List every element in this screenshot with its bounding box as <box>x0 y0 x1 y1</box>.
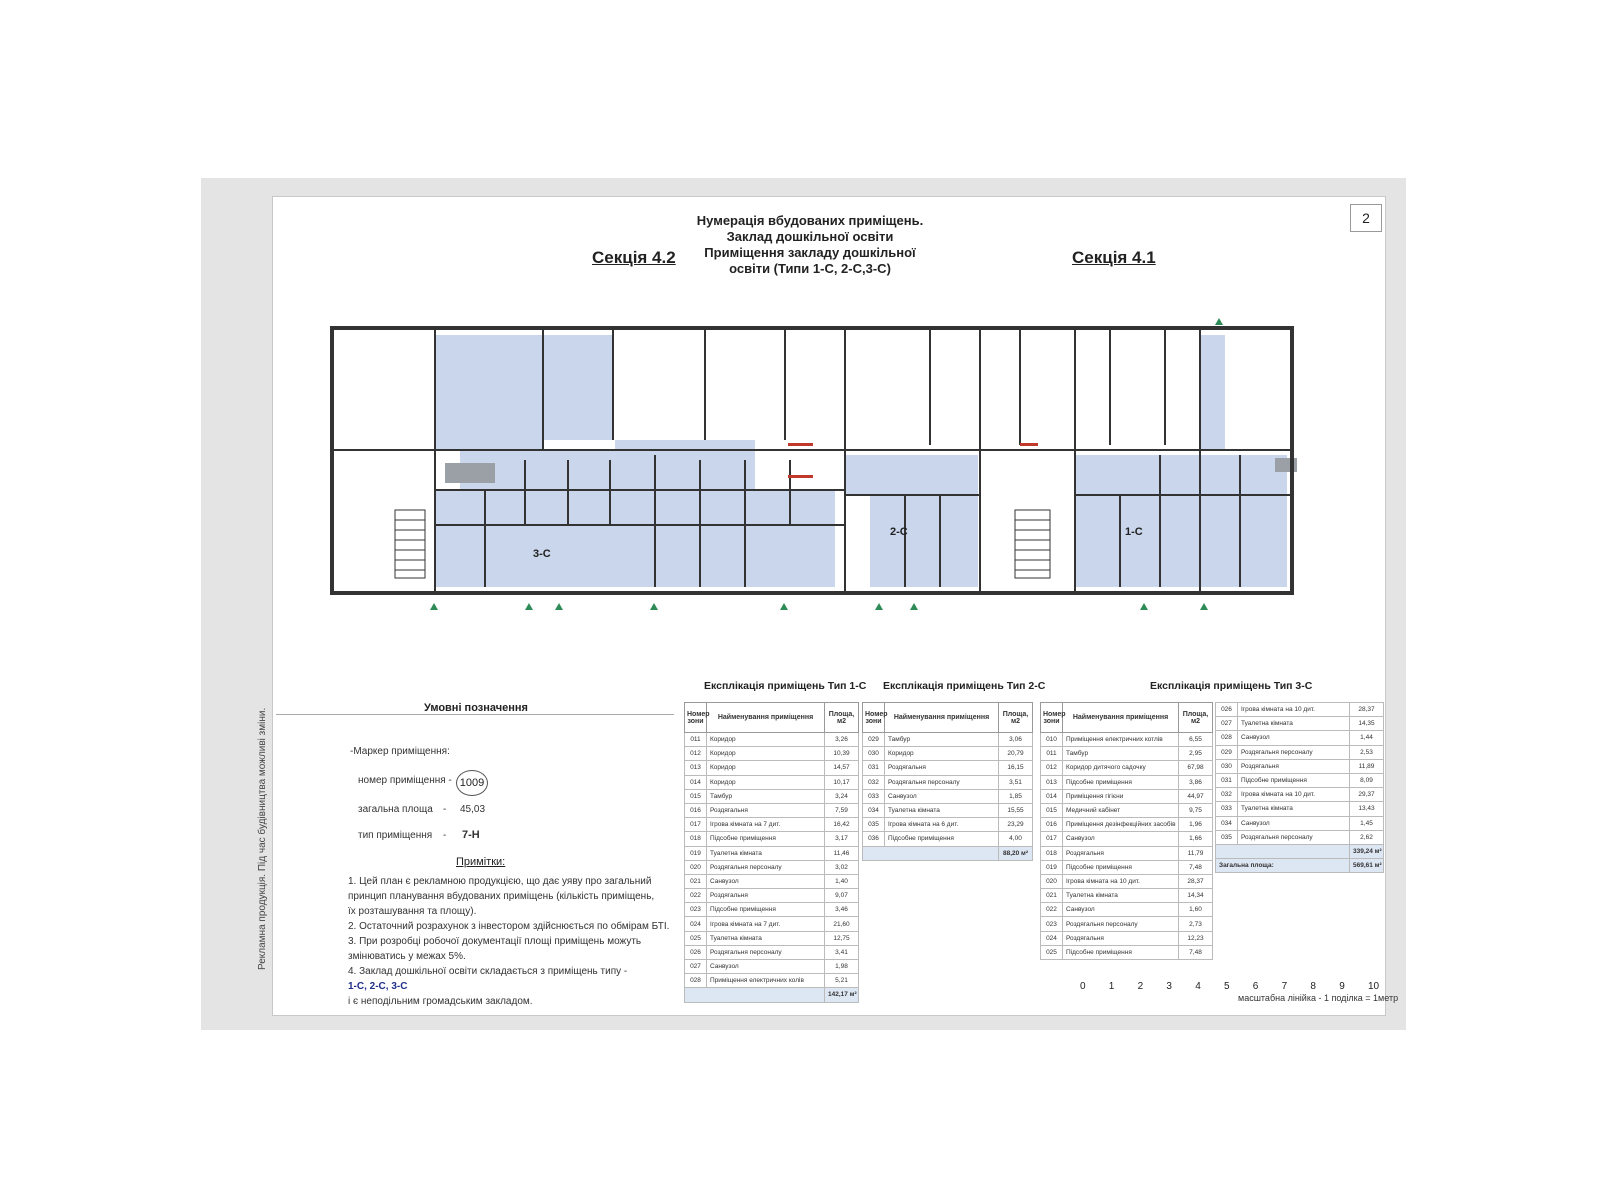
name-cell: Роздягальня персоналу <box>1063 917 1179 931</box>
table-type-1c <box>684 702 859 1003</box>
zone-cell: 026 <box>1216 703 1238 717</box>
notes-body <box>348 874 678 1009</box>
zone-cell: 036 <box>863 832 885 846</box>
note-4-text: 4. Заклад дошкільної освіти складається з приміщень типу - <box>348 966 628 977</box>
room-marker-sample: 1009 <box>456 770 488 796</box>
table-total-row <box>1216 844 1384 858</box>
table-row <box>863 818 1033 832</box>
table-row <box>685 789 859 803</box>
table-row <box>1216 788 1384 802</box>
name-cell: Підсобне приміщення <box>707 903 825 917</box>
area-cell: 2,73 <box>1179 917 1213 931</box>
name-cell: Роздягальня персоналу <box>707 945 825 959</box>
legend-title: Умовні позначення <box>424 702 528 714</box>
table-row <box>1041 917 1213 931</box>
name-cell: Приміщення дезінфекційних засобів <box>1063 818 1179 832</box>
col-name: Найменування приміщення <box>707 703 825 733</box>
table-row <box>1216 773 1384 787</box>
zone-cell: 020 <box>1041 874 1063 888</box>
name-cell: Роздягальня <box>885 761 999 775</box>
area-cell: 3,24 <box>825 789 859 803</box>
col-area: Площа, м2 <box>825 703 859 733</box>
name-cell: Коридор дитячого садочку <box>1063 761 1179 775</box>
table-row <box>1041 846 1213 860</box>
zone-cell: 013 <box>1041 775 1063 789</box>
area-cell: 12,75 <box>825 931 859 945</box>
zone-cell: 030 <box>863 747 885 761</box>
zone-cell: 023 <box>1041 917 1063 931</box>
zone-cell: 011 <box>685 733 707 747</box>
total-blank <box>685 988 825 1002</box>
table-row <box>1041 903 1213 917</box>
name-cell: Коридор <box>707 775 825 789</box>
legend-divider <box>276 714 674 715</box>
note-line: принцип планування вбудованих приміщень (кількість приміщень, <box>348 891 655 902</box>
table-row <box>1041 733 1213 747</box>
area-cell: 21,60 <box>825 917 859 931</box>
zone-cell: 031 <box>863 761 885 775</box>
table-total-row <box>863 846 1033 860</box>
title-line: Приміщення закладу дошкільної <box>704 245 916 260</box>
name-cell: Коридор <box>707 761 825 775</box>
area-cell: 5,21 <box>825 974 859 988</box>
name-cell: Роздягальня персоналу <box>885 775 999 789</box>
legend-type-value: 7-Н <box>462 829 480 841</box>
name-cell: Підсобне приміщення <box>707 832 825 846</box>
table-row <box>1041 945 1213 959</box>
table-row <box>863 747 1033 761</box>
name-cell: Туалетна кімната <box>707 846 825 860</box>
total-label: Загальна площа: <box>1216 859 1350 873</box>
table-row <box>863 761 1033 775</box>
area-cell: 11,79 <box>1179 846 1213 860</box>
note-line: 3. При розробці робочої документації площі приміщень можуть <box>348 936 642 947</box>
area-cell: 11,89 <box>1350 759 1384 773</box>
zone-cell: 030 <box>1216 759 1238 773</box>
name-cell: Роздягальня персоналу <box>707 860 825 874</box>
zone-cell: 018 <box>685 832 707 846</box>
scale-tick: 0 <box>1080 981 1086 992</box>
table-row <box>863 733 1033 747</box>
table-row <box>685 761 859 775</box>
scale-tick: 1 <box>1108 981 1115 992</box>
name-cell: Туалетна кімната <box>1063 889 1179 903</box>
zone-cell: 025 <box>1041 945 1063 959</box>
col-zone: Номер зони <box>1041 703 1063 733</box>
name-cell: Роздягальня <box>1063 931 1179 945</box>
zone-cell: 022 <box>1041 903 1063 917</box>
legend-type-label: тип приміщення <box>358 830 433 841</box>
floor-plan <box>300 270 1360 675</box>
table-row <box>1216 745 1384 759</box>
total-value: 142,17 м² <box>825 988 859 1002</box>
name-cell: Підсобне приміщення <box>1238 773 1350 787</box>
area-cell: 29,37 <box>1350 788 1384 802</box>
name-cell: Ігрова кімната на 7 дит. <box>707 917 825 931</box>
zone-cell: 034 <box>863 803 885 817</box>
zone-cell: 025 <box>685 931 707 945</box>
name-cell: Санвузол <box>1063 832 1179 846</box>
name-cell: Медичний кабінет <box>1063 803 1179 817</box>
legend-area-label: загальна площа <box>358 804 433 815</box>
table-row <box>1041 747 1213 761</box>
table-row <box>1216 816 1384 830</box>
table-row <box>863 775 1033 789</box>
col-area: Площа, м2 <box>1179 703 1213 733</box>
zone-cell: 012 <box>1041 761 1063 775</box>
table-row <box>685 874 859 888</box>
zone-cell: 014 <box>1041 789 1063 803</box>
zone-cell: 031 <box>1216 773 1238 787</box>
area-cell: 3,46 <box>825 903 859 917</box>
area-cell: 14,34 <box>1179 889 1213 903</box>
area-cell: 3,86 <box>1179 775 1213 789</box>
area-cell: 1,66 <box>1179 832 1213 846</box>
zone-cell: 021 <box>1041 889 1063 903</box>
zone-cell: 033 <box>1216 802 1238 816</box>
table-row <box>685 733 859 747</box>
zone-cell: 016 <box>685 803 707 817</box>
zone-cell: 015 <box>685 789 707 803</box>
zone-cell: 012 <box>685 747 707 761</box>
name-cell: Санвузол <box>1238 731 1350 745</box>
table-row <box>1041 931 1213 945</box>
name-cell: Ігрова кімната на 6 дит. <box>885 818 999 832</box>
area-cell: 3,26 <box>825 733 859 747</box>
area-cell: 1,40 <box>825 874 859 888</box>
name-cell: Ігрова кімната на 10 дит. <box>1238 703 1350 717</box>
table-3c-title: Експлікація приміщень Тип 3-С <box>1150 680 1313 692</box>
table-row <box>1041 789 1213 803</box>
table-row <box>1041 803 1213 817</box>
name-cell: Санвузол <box>707 960 825 974</box>
area-cell: 9,75 <box>1179 803 1213 817</box>
legend-area-dash: - <box>443 804 447 815</box>
zone-cell: 014 <box>685 775 707 789</box>
table-row <box>685 960 859 974</box>
table-row <box>1041 874 1213 888</box>
note-line: 1. Цей план є рекламною продукцією, що дає уяву про загальний <box>348 876 652 887</box>
area-cell: 1,44 <box>1350 731 1384 745</box>
name-cell: Підсобне приміщення <box>1063 860 1179 874</box>
zone-cell: 020 <box>685 860 707 874</box>
name-cell: Санвузол <box>1238 816 1350 830</box>
zone-cell: 032 <box>863 775 885 789</box>
area-cell: 7,59 <box>825 803 859 817</box>
table-row <box>1041 775 1213 789</box>
zone-cell: 021 <box>685 874 707 888</box>
table-row <box>685 860 859 874</box>
area-cell: 7,48 <box>1179 860 1213 874</box>
name-cell: Роздягальня <box>707 889 825 903</box>
zone-cell: 024 <box>1041 931 1063 945</box>
name-cell: Роздягальня <box>707 803 825 817</box>
zone-cell: 029 <box>863 733 885 747</box>
col-zone: Номер зони <box>685 703 707 733</box>
table-row <box>685 832 859 846</box>
table-row <box>1041 832 1213 846</box>
area-cell: 20,79 <box>999 747 1033 761</box>
scale-tick: 10 <box>1368 981 1380 992</box>
scale-tick: 3 <box>1166 981 1172 992</box>
area-cell: 16,42 <box>825 818 859 832</box>
zone-cell: 010 <box>1041 733 1063 747</box>
zone-cell: 026 <box>685 945 707 959</box>
area-cell: 14,57 <box>825 761 859 775</box>
scale-tick: 4 <box>1195 981 1201 992</box>
name-cell: Тамбур <box>885 733 999 747</box>
name-cell: Підсобне приміщення <box>1063 775 1179 789</box>
scale-tick: 7 <box>1281 981 1288 992</box>
table-row <box>685 917 859 931</box>
area-cell: 44,97 <box>1179 789 1213 803</box>
zone-cell: 034 <box>1216 816 1238 830</box>
notes-title: Примітки: <box>456 856 506 868</box>
table-row <box>685 803 859 817</box>
table-row <box>1041 761 1213 775</box>
scale-tick: 2 <box>1137 981 1144 992</box>
table-row <box>1216 717 1384 731</box>
col-zone: Номер зони <box>863 703 885 733</box>
table-2c-title: Експлікація приміщень Тип 2-С <box>883 680 1046 692</box>
name-cell: Ігрова кімната на 7 дит. <box>707 818 825 832</box>
area-cell: 13,43 <box>1350 802 1384 816</box>
area-cell: 2,95 <box>1179 747 1213 761</box>
name-cell: Роздягальня <box>1238 759 1350 773</box>
name-cell: Підсобне приміщення <box>1063 945 1179 959</box>
area-cell: 4,00 <box>999 832 1033 846</box>
name-cell: Приміщення електричних колів <box>707 974 825 988</box>
title-line: освіти (Типи 1-С, 2-С,3-С) <box>729 261 891 276</box>
table-total-row <box>685 988 859 1002</box>
area-cell: 3,41 <box>825 945 859 959</box>
area-cell: 1,85 <box>999 789 1033 803</box>
table-row <box>685 945 859 959</box>
plan-label-1c: 1-С <box>1125 526 1143 538</box>
title-line: Заклад дошкільної освіти <box>726 229 894 244</box>
table-row <box>863 803 1033 817</box>
area-cell: 10,39 <box>825 747 859 761</box>
table-row <box>685 846 859 860</box>
area-cell: 1,45 <box>1350 816 1384 830</box>
zone-cell: 013 <box>685 761 707 775</box>
note-line: і є неподільним громадським закладом. <box>348 996 533 1007</box>
zone-cell: 035 <box>863 818 885 832</box>
scale-tick: 9 <box>1339 981 1345 992</box>
area-cell: 23,29 <box>999 818 1033 832</box>
scale-caption: масштабна лінійка - 1 поділка = 1метр <box>1238 993 1399 1003</box>
col-name: Найменування приміщення <box>1063 703 1179 733</box>
table-row <box>1216 830 1384 844</box>
zone-cell: 023 <box>685 903 707 917</box>
name-cell: Санвузол <box>885 789 999 803</box>
name-cell: Туалетна кімната <box>1238 717 1350 731</box>
name-cell: Туалетна кімната <box>885 803 999 817</box>
area-cell: 1,98 <box>825 960 859 974</box>
page-number: 2 <box>1350 204 1382 232</box>
zone-cell: 028 <box>1216 731 1238 745</box>
note-line: їх розташування та площу). <box>348 906 477 917</box>
title-line: Нумерація вбудованих приміщень. <box>696 213 924 228</box>
name-cell: Підсобне приміщення <box>885 832 999 846</box>
name-cell: Туалетна кімната <box>1238 802 1350 816</box>
name-cell: Приміщення гігієни <box>1063 789 1179 803</box>
table-row <box>685 818 859 832</box>
area-cell: 1,96 <box>1179 818 1213 832</box>
zone-cell: 015 <box>1041 803 1063 817</box>
name-cell: Роздягальня персоналу <box>1238 745 1350 759</box>
zone-cell: 018 <box>1041 846 1063 860</box>
total-blank <box>863 846 999 860</box>
zone-cell: 029 <box>1216 745 1238 759</box>
table-total-row <box>1216 859 1384 873</box>
name-cell: Приміщення електричних котлів <box>1063 733 1179 747</box>
name-cell: Ігрова кімната на 10 дит. <box>1238 788 1350 802</box>
col-area: Площа, м2 <box>999 703 1033 733</box>
zone-cell: 033 <box>863 789 885 803</box>
total-value: 339,24 м² <box>1350 844 1384 858</box>
area-cell: 2,62 <box>1350 830 1384 844</box>
zone-cell: 024 <box>685 917 707 931</box>
area-cell: 2,53 <box>1350 745 1384 759</box>
area-cell: 10,17 <box>825 775 859 789</box>
name-cell: Санвузол <box>1063 903 1179 917</box>
table-row <box>685 903 859 917</box>
area-cell: 3,51 <box>999 775 1033 789</box>
area-cell: 9,07 <box>825 889 859 903</box>
name-cell: Коридор <box>707 733 825 747</box>
area-cell: 3,02 <box>825 860 859 874</box>
total-blank <box>1216 844 1350 858</box>
area-cell: 15,55 <box>999 803 1033 817</box>
name-cell: Роздягальня персоналу <box>1238 830 1350 844</box>
table-row <box>1041 860 1213 874</box>
note-line: 2. Остаточний розрахунок з інвестором здійснюється по обмірам БТІ. <box>348 921 670 932</box>
name-cell: Туалетна кімната <box>707 931 825 945</box>
table-row <box>685 889 859 903</box>
zone-cell: 019 <box>685 846 707 860</box>
name-cell: Тамбур <box>1063 747 1179 761</box>
plan-label-2c: 2-С <box>890 526 908 538</box>
name-cell: Роздягальня <box>1063 846 1179 860</box>
table-row <box>863 832 1033 846</box>
table-row <box>1216 703 1384 717</box>
name-cell: Коридор <box>707 747 825 761</box>
side-disclaimer: Рекламна продукція. Під час будівництва можливі зміни. <box>257 707 268 970</box>
plan-label-3c: 3-С <box>533 548 551 560</box>
section-4-1-heading: Секція 4.1 <box>1072 248 1156 267</box>
table-row <box>1216 731 1384 745</box>
name-cell: Ігрова кімната на 10 дит. <box>1063 874 1179 888</box>
table-row <box>1216 759 1384 773</box>
zone-cell: 027 <box>685 960 707 974</box>
zone-cell: 028 <box>685 974 707 988</box>
area-cell: 1,60 <box>1179 903 1213 917</box>
zone-cell: 016 <box>1041 818 1063 832</box>
col-name: Найменування приміщення <box>885 703 999 733</box>
table-1c-title: Експлікація приміщень Тип 1-С <box>704 680 867 692</box>
zone-cell: 027 <box>1216 717 1238 731</box>
legend-type-dash: - <box>443 830 447 841</box>
note-4-types: 1-С, 2-С, 3-С <box>348 981 408 992</box>
name-cell: Санвузол <box>707 874 825 888</box>
area-cell: 8,09 <box>1350 773 1384 787</box>
area-cell: 28,37 <box>1179 874 1213 888</box>
table-row <box>685 931 859 945</box>
table-row <box>685 775 859 789</box>
area-cell: 28,37 <box>1350 703 1384 717</box>
total-value: 88,20 м² <box>999 846 1033 860</box>
section-4-2-heading: Секція 4.2 <box>592 248 676 267</box>
zone-cell: 022 <box>685 889 707 903</box>
legend-number-label: номер приміщення - <box>358 775 452 786</box>
area-cell: 67,98 <box>1179 761 1213 775</box>
zone-cell: 011 <box>1041 747 1063 761</box>
zone-cell: 017 <box>1041 832 1063 846</box>
table-row <box>1041 818 1213 832</box>
note-line: змінюватись у межах 5%. <box>348 951 466 962</box>
zone-cell: 017 <box>685 818 707 832</box>
drawing-title <box>690 213 930 277</box>
area-cell: 3,17 <box>825 832 859 846</box>
area-cell: 11,46 <box>825 846 859 860</box>
scale-tick: 5 <box>1224 981 1230 992</box>
name-cell: Коридор <box>885 747 999 761</box>
scale-tick: 8 <box>1310 981 1316 992</box>
name-cell: Тамбур <box>707 789 825 803</box>
legend-area-value: 45,03 <box>460 804 486 815</box>
table-type-2c <box>862 702 1033 861</box>
table-type-3c-right <box>1215 702 1384 873</box>
table-type-3c-left <box>1040 702 1213 960</box>
table-row <box>863 789 1033 803</box>
area-cell: 6,55 <box>1179 733 1213 747</box>
table-row <box>1216 802 1384 816</box>
area-cell: 14,35 <box>1350 717 1384 731</box>
area-cell: 12,23 <box>1179 931 1213 945</box>
area-cell: 7,48 <box>1179 945 1213 959</box>
area-cell: 16,15 <box>999 761 1033 775</box>
zone-cell: 019 <box>1041 860 1063 874</box>
zone-cell: 035 <box>1216 830 1238 844</box>
scale-tick: 6 <box>1252 981 1259 992</box>
table-row <box>685 747 859 761</box>
zone-cell: 032 <box>1216 788 1238 802</box>
note-line <box>348 964 678 994</box>
table-row <box>1041 889 1213 903</box>
total-value: 569,61 м² <box>1350 859 1384 873</box>
legend-marker-label: -Маркер приміщення: <box>350 746 450 757</box>
area-cell: 3,06 <box>999 733 1033 747</box>
table-row <box>685 974 859 988</box>
